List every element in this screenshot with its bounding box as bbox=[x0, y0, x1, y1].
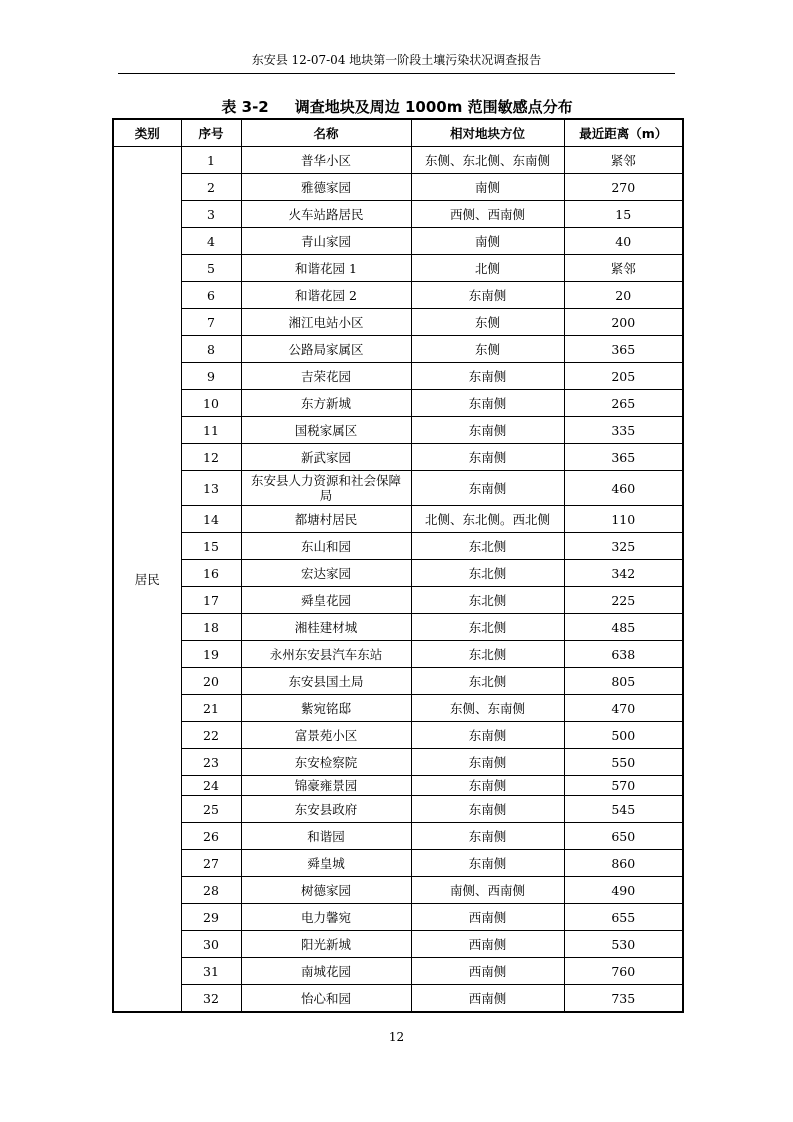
distance-cell: 805 bbox=[564, 668, 683, 695]
name-cell: 阳光新城 bbox=[241, 931, 411, 958]
direction-cell: 东南侧 bbox=[411, 282, 564, 309]
direction-cell: 南侧 bbox=[411, 228, 564, 255]
table-row bbox=[113, 850, 683, 877]
table-row bbox=[113, 174, 683, 201]
distance-cell: 570 bbox=[564, 776, 683, 796]
distance-cell: 342 bbox=[564, 560, 683, 587]
distance-cell: 530 bbox=[564, 931, 683, 958]
table-row bbox=[113, 147, 683, 174]
distance-cell: 860 bbox=[564, 850, 683, 877]
table-row bbox=[113, 390, 683, 417]
name-cell: 和谐园 bbox=[241, 823, 411, 850]
row-number-cell: 9 bbox=[181, 363, 241, 390]
name-cell: 紫宛铭邸 bbox=[241, 695, 411, 722]
name-cell: 和谐花园 1 bbox=[241, 255, 411, 282]
table-row bbox=[113, 282, 683, 309]
row-number-cell: 7 bbox=[181, 309, 241, 336]
col-header-number: 序号 bbox=[181, 119, 241, 147]
row-number-cell: 27 bbox=[181, 850, 241, 877]
table-row bbox=[113, 417, 683, 444]
page-number: 12 bbox=[388, 1030, 405, 1044]
name-cell: 东山和园 bbox=[241, 533, 411, 560]
distance-cell: 545 bbox=[564, 796, 683, 823]
direction-cell: 南侧 bbox=[411, 174, 564, 201]
name-cell: 雅德家园 bbox=[241, 174, 411, 201]
header-rule bbox=[118, 73, 675, 74]
direction-cell: 东南侧 bbox=[411, 363, 564, 390]
direction-cell: 东北侧 bbox=[411, 560, 564, 587]
name-cell: 舜皇花园 bbox=[241, 587, 411, 614]
table-row bbox=[113, 823, 683, 850]
name-cell: 青山家园 bbox=[241, 228, 411, 255]
row-number-cell: 11 bbox=[181, 417, 241, 444]
name-cell: 舜皇城 bbox=[241, 850, 411, 877]
direction-cell: 西南侧 bbox=[411, 985, 564, 1013]
name-cell: 锦豪雍景园 bbox=[241, 776, 411, 796]
table-row bbox=[113, 363, 683, 390]
row-number-cell: 25 bbox=[181, 796, 241, 823]
distance-cell: 325 bbox=[564, 533, 683, 560]
row-number-cell: 21 bbox=[181, 695, 241, 722]
distance-cell: 110 bbox=[564, 506, 683, 533]
running-header: 东安县 12-07-04 地块第一阶段土壤污染状况调查报告 bbox=[251, 53, 542, 67]
direction-cell: 西南侧 bbox=[411, 958, 564, 985]
table-row bbox=[113, 722, 683, 749]
row-number-cell: 14 bbox=[181, 506, 241, 533]
distance-cell: 15 bbox=[564, 201, 683, 228]
table-row bbox=[113, 560, 683, 587]
table-row bbox=[113, 749, 683, 776]
direction-cell: 东北侧 bbox=[411, 614, 564, 641]
table-row bbox=[113, 904, 683, 931]
distance-cell: 335 bbox=[564, 417, 683, 444]
distance-cell: 638 bbox=[564, 641, 683, 668]
col-header-direction: 相对地块方位 bbox=[411, 119, 564, 147]
table-row bbox=[113, 471, 683, 506]
distance-cell: 470 bbox=[564, 695, 683, 722]
row-number-cell: 32 bbox=[181, 985, 241, 1013]
distance-cell: 490 bbox=[564, 877, 683, 904]
direction-cell: 西南侧 bbox=[411, 904, 564, 931]
name-cell: 怡心和园 bbox=[241, 985, 411, 1013]
table-row bbox=[113, 958, 683, 985]
row-number-cell: 24 bbox=[181, 776, 241, 796]
table-row bbox=[113, 776, 683, 796]
row-number-cell: 22 bbox=[181, 722, 241, 749]
row-number-cell: 18 bbox=[181, 614, 241, 641]
distance-cell: 735 bbox=[564, 985, 683, 1013]
name-cell: 公路局家属区 bbox=[241, 336, 411, 363]
row-number-cell: 29 bbox=[181, 904, 241, 931]
direction-cell: 东南侧 bbox=[411, 471, 564, 506]
table-row bbox=[113, 614, 683, 641]
direction-cell: 西南侧 bbox=[411, 931, 564, 958]
table-row bbox=[113, 444, 683, 471]
name-cell: 南城花园 bbox=[241, 958, 411, 985]
name-cell: 新武家园 bbox=[241, 444, 411, 471]
name-cell: 永州东安县汽车东站 bbox=[241, 641, 411, 668]
row-number-cell: 4 bbox=[181, 228, 241, 255]
direction-cell: 东南侧 bbox=[411, 390, 564, 417]
name-cell: 国税家属区 bbox=[241, 417, 411, 444]
row-number-cell: 17 bbox=[181, 587, 241, 614]
direction-cell: 东南侧 bbox=[411, 417, 564, 444]
row-number-cell: 28 bbox=[181, 877, 241, 904]
name-cell: 东安县政府 bbox=[241, 796, 411, 823]
distance-cell: 365 bbox=[564, 444, 683, 471]
direction-cell: 西侧、西南侧 bbox=[411, 201, 564, 228]
distance-cell: 650 bbox=[564, 823, 683, 850]
distance-cell: 40 bbox=[564, 228, 683, 255]
name-cell: 树德家园 bbox=[241, 877, 411, 904]
table-header-row bbox=[113, 119, 683, 147]
table-row bbox=[113, 985, 683, 1013]
row-number-cell: 26 bbox=[181, 823, 241, 850]
distance-cell: 20 bbox=[564, 282, 683, 309]
direction-cell: 东北侧 bbox=[411, 641, 564, 668]
distance-cell: 655 bbox=[564, 904, 683, 931]
direction-cell: 东北侧 bbox=[411, 668, 564, 695]
row-number-cell: 16 bbox=[181, 560, 241, 587]
row-number-cell: 2 bbox=[181, 174, 241, 201]
table-body bbox=[113, 147, 683, 1013]
table-row bbox=[113, 796, 683, 823]
direction-cell: 东南侧 bbox=[411, 444, 564, 471]
distance-cell: 225 bbox=[564, 587, 683, 614]
table-row bbox=[113, 506, 683, 533]
distance-cell: 紧邻 bbox=[564, 147, 683, 174]
direction-cell: 东南侧 bbox=[411, 749, 564, 776]
row-number-cell: 12 bbox=[181, 444, 241, 471]
direction-cell: 东南侧 bbox=[411, 722, 564, 749]
direction-cell: 东南侧 bbox=[411, 850, 564, 877]
direction-cell: 东侧、东南侧 bbox=[411, 695, 564, 722]
direction-cell: 北侧 bbox=[411, 255, 564, 282]
table-row bbox=[113, 668, 683, 695]
distance-cell: 365 bbox=[564, 336, 683, 363]
table-row bbox=[113, 931, 683, 958]
row-number-cell: 6 bbox=[181, 282, 241, 309]
category-cell: 居民 bbox=[113, 147, 181, 1013]
distance-cell: 200 bbox=[564, 309, 683, 336]
distance-cell: 760 bbox=[564, 958, 683, 985]
table-title: 调查地块及周边 1000m 范围敏感点分布 bbox=[294, 98, 573, 116]
row-number-cell: 10 bbox=[181, 390, 241, 417]
distance-cell: 270 bbox=[564, 174, 683, 201]
name-cell: 东安县人力资源和社会保障局 bbox=[241, 471, 411, 506]
distance-cell: 205 bbox=[564, 363, 683, 390]
distance-cell: 460 bbox=[564, 471, 683, 506]
direction-cell: 东侧、东北侧、东南侧 bbox=[411, 147, 564, 174]
table-row bbox=[113, 641, 683, 668]
col-header-distance: 最近距离（m） bbox=[564, 119, 683, 147]
table-row bbox=[113, 533, 683, 560]
name-cell: 火车站路居民 bbox=[241, 201, 411, 228]
col-header-category: 类别 bbox=[113, 119, 181, 147]
row-number-cell: 1 bbox=[181, 147, 241, 174]
distance-cell: 485 bbox=[564, 614, 683, 641]
direction-cell: 东侧 bbox=[411, 309, 564, 336]
name-cell: 宏达家园 bbox=[241, 560, 411, 587]
row-number-cell: 8 bbox=[181, 336, 241, 363]
name-cell: 电力馨宛 bbox=[241, 904, 411, 931]
row-number-cell: 20 bbox=[181, 668, 241, 695]
table-row bbox=[113, 695, 683, 722]
name-cell: 吉荣花园 bbox=[241, 363, 411, 390]
direction-cell: 南侧、西南侧 bbox=[411, 877, 564, 904]
name-cell: 东安检察院 bbox=[241, 749, 411, 776]
name-cell: 湘江电站小区 bbox=[241, 309, 411, 336]
table-row bbox=[113, 201, 683, 228]
name-cell: 都塘村居民 bbox=[241, 506, 411, 533]
direction-cell: 东北侧 bbox=[411, 533, 564, 560]
table-row bbox=[113, 336, 683, 363]
table-caption bbox=[112, 96, 682, 117]
direction-cell: 东北侧 bbox=[411, 587, 564, 614]
direction-cell: 东南侧 bbox=[411, 776, 564, 796]
col-header-name: 名称 bbox=[241, 119, 411, 147]
direction-cell: 北侧、东北侧。西北侧 bbox=[411, 506, 564, 533]
name-cell: 东方新城 bbox=[241, 390, 411, 417]
table-row bbox=[113, 255, 683, 282]
sensitive-points-table bbox=[112, 118, 684, 1013]
table-row bbox=[113, 309, 683, 336]
distance-cell: 紧邻 bbox=[564, 255, 683, 282]
row-number-cell: 30 bbox=[181, 931, 241, 958]
direction-cell: 东侧 bbox=[411, 336, 564, 363]
row-number-cell: 13 bbox=[181, 471, 241, 506]
row-number-cell: 5 bbox=[181, 255, 241, 282]
row-number-cell: 23 bbox=[181, 749, 241, 776]
name-cell: 湘桂建材城 bbox=[241, 614, 411, 641]
row-number-cell: 31 bbox=[181, 958, 241, 985]
row-number-cell: 15 bbox=[181, 533, 241, 560]
distance-cell: 500 bbox=[564, 722, 683, 749]
table-row bbox=[113, 877, 683, 904]
direction-cell: 东南侧 bbox=[411, 823, 564, 850]
name-cell: 富景苑小区 bbox=[241, 722, 411, 749]
name-cell: 和谐花园 2 bbox=[241, 282, 411, 309]
direction-cell: 东南侧 bbox=[411, 796, 564, 823]
row-number-cell: 19 bbox=[181, 641, 241, 668]
distance-cell: 550 bbox=[564, 749, 683, 776]
name-cell: 东安县国土局 bbox=[241, 668, 411, 695]
table-row bbox=[113, 587, 683, 614]
row-number-cell: 3 bbox=[181, 201, 241, 228]
table-row bbox=[113, 228, 683, 255]
name-cell: 普华小区 bbox=[241, 147, 411, 174]
table-number: 表 3-2 bbox=[221, 98, 269, 116]
distance-cell: 265 bbox=[564, 390, 683, 417]
